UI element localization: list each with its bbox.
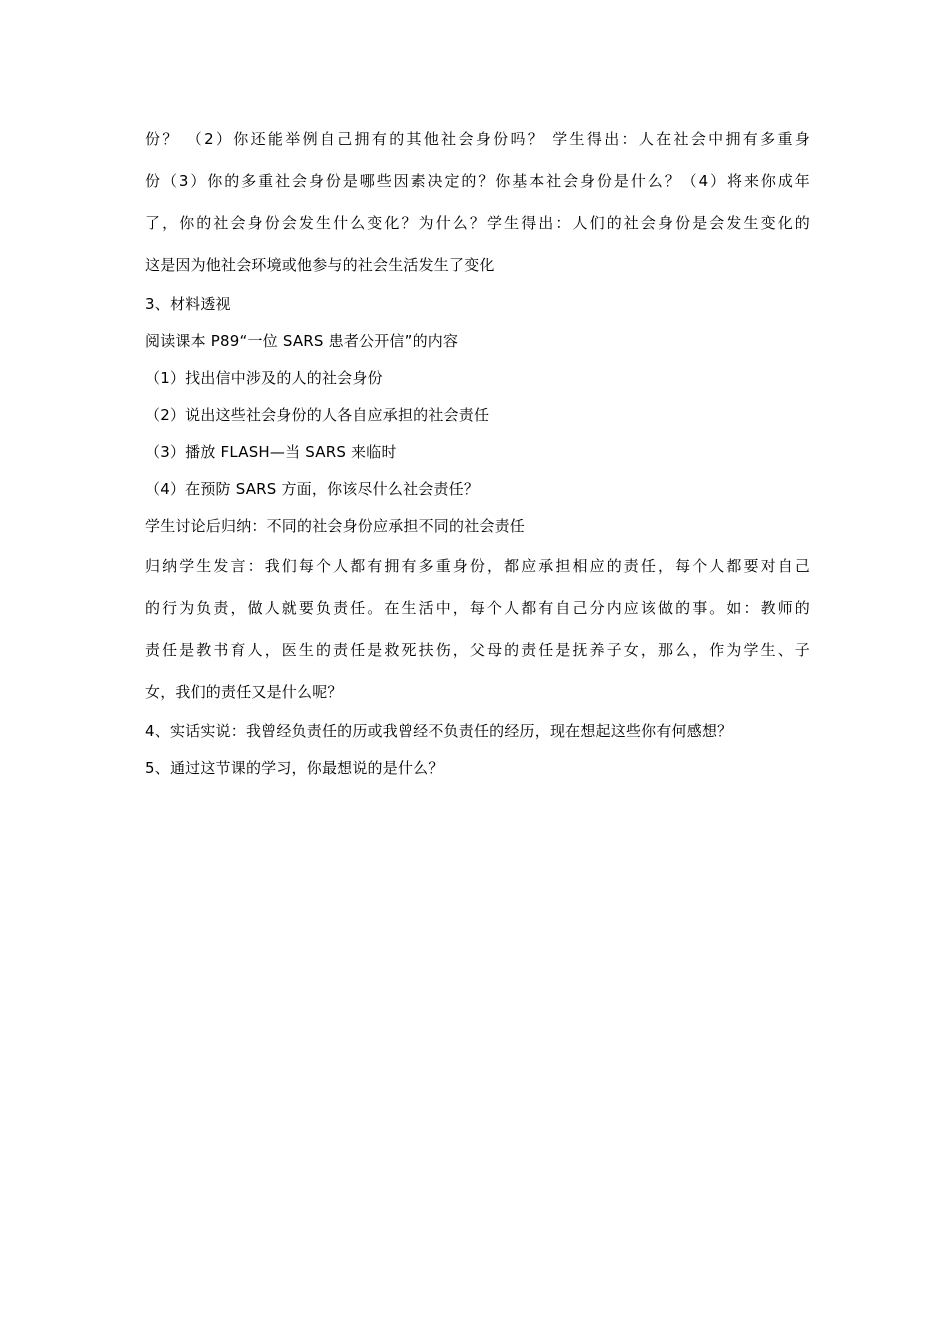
document-body xyxy=(145,118,810,787)
list-item: （3）播放 FLASH—当 SARS 来临时 xyxy=(145,443,397,461)
text-line: 阅读课本 P89“一位 SARS 患者公开信”的内容 xyxy=(145,332,459,350)
text-line: 责任是教书育人，医生的责任是救死扶伤，父母的责任是抚养子女，那么，作为学生、子 xyxy=(145,641,810,659)
text-line: 学生讨论后归纳：不同的社会身份应承担不同的社会责任 xyxy=(145,517,526,535)
text-line: 份（3）你的多重社会身份是哪些因素决定的？你基本社会身份是什么？（4）将来你成年 xyxy=(145,172,810,190)
section-closing xyxy=(145,713,810,787)
section-material-analysis xyxy=(145,286,810,545)
section-heading: 4、实话实说：我曾经负责任的历或我曾经不负责任的经历，现在想起这些你有何感想？ xyxy=(145,722,733,740)
section-heading: 3、材料透视 xyxy=(145,295,231,313)
list-item: （2）说出这些社会身份的人各自应承担的社会责任 xyxy=(145,406,490,424)
text-line: 了，你的社会身份会发生什么变化？为什么？学生得出：人们的社会身份是会发生变化的 xyxy=(145,214,810,232)
section-heading: 5、通过这节课的学习，你最想说的是什么？ xyxy=(145,759,444,777)
text-line: 归纳学生发言：我们每个人都有拥有多重身份，都应承担相应的责任，每个人都要对自己 xyxy=(145,557,810,575)
text-line: 的行为负责，做人就要负责任。在生活中，每个人都有自己分内应该做的事。如：教师的 xyxy=(145,599,810,617)
list-item: （1）找出信中涉及的人的社会身份 xyxy=(145,369,383,387)
text-line: 份？ （2）你还能举例自己拥有的其他社会身份吗？ 学生得出：人在社会中拥有多重身 xyxy=(145,130,810,148)
text-line: 这是因为他社会环境或他参与的社会生活发生了变化 xyxy=(145,256,495,274)
list-item: （4）在预防 SARS 方面，你该尽什么社会责任？ xyxy=(145,480,480,498)
text-line: 女，我们的责任又是什么呢？ xyxy=(145,683,343,701)
paragraph-social-identity xyxy=(145,118,810,286)
paragraph-student-summary xyxy=(145,545,810,713)
